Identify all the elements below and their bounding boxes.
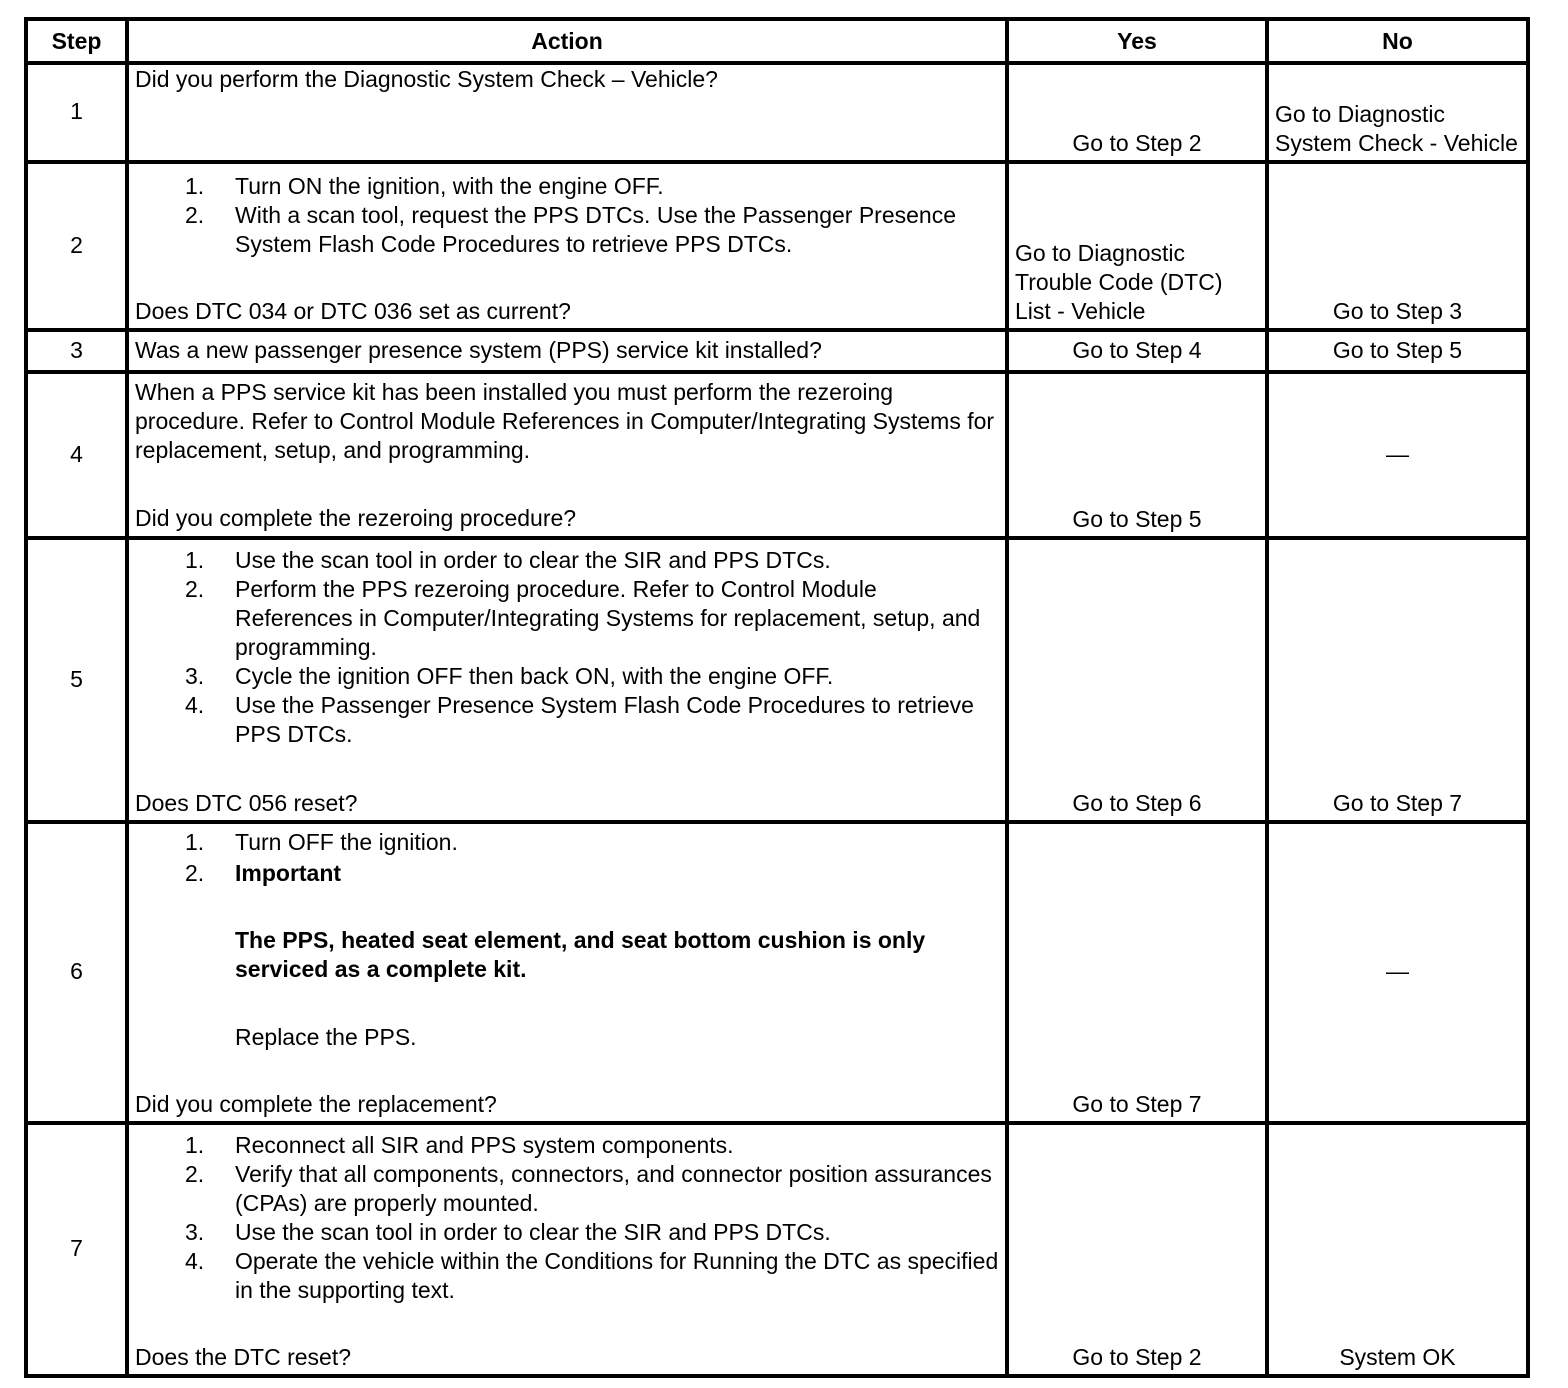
list-item: 2. Important — [135, 859, 999, 888]
step-number: 6 — [26, 822, 127, 1123]
no-cell: — — [1267, 372, 1528, 538]
list-item: 1. Turn ON the ignition, with the engine OFF. — [185, 173, 664, 199]
important-label: Important — [235, 860, 342, 886]
list-item: 1. Turn OFF the ignition. — [185, 829, 458, 855]
table-row — [26, 1123, 1528, 1376]
table-row — [26, 372, 1528, 538]
list-item: 2. Perform the PPS rezeroing procedure. Refer to Control Module References in Computer/Integrating Systems for replacement, setup, and programming. — [185, 576, 981, 660]
table-row — [26, 538, 1528, 822]
action-list — [135, 828, 999, 888]
list-item: 4. Operate the vehicle within the Conditions for Running the DTC as specified in the supporting text. — [185, 1248, 999, 1303]
action-cell — [127, 822, 1007, 1123]
step-number: 4 — [26, 372, 127, 538]
list-item: 1. Reconnect all SIR and PPS system components. — [185, 1132, 734, 1158]
step-number: 2 — [26, 162, 127, 330]
diagnostic-table — [24, 17, 1530, 1378]
list-item: 2. With a scan tool, request the PPS DTCs. Use the Passenger Presence System Flash Code Procedures to retrieve PPS DTCs. — [185, 202, 957, 257]
yes-cell: Go to Step 2 — [1007, 1123, 1267, 1376]
list-item: 4. Use the Passenger Presence System Flash Code Procedures to retrieve PPS DTCs. — [185, 692, 974, 747]
yes-cell: Go to Diagnostic Trouble Code (DTC) List - Vehicle — [1007, 162, 1267, 330]
action-cell — [127, 63, 1007, 162]
yes-cell: Go to Step 5 — [1007, 372, 1267, 538]
yes-cell: Go to Step 4 — [1007, 330, 1267, 372]
list-item: 3. Use the scan tool in order to clear the SIR and PPS DTCs. — [185, 1219, 831, 1245]
table-row — [26, 822, 1528, 1123]
yes-cell: Go to Step 6 — [1007, 538, 1267, 822]
important-text: The PPS, heated seat element, and seat bottom cushion is only serviced as a complete kit. — [235, 927, 926, 982]
list-item: 1. Use the scan tool in order to clear the SIR and PPS DTCs. — [185, 547, 831, 573]
replace-text: Replace the PPS. — [235, 1024, 417, 1050]
action-question: Does the DTC reset? — [135, 1344, 352, 1370]
action-cell — [127, 372, 1007, 538]
action-question: Does DTC 034 or DTC 036 set as current? — [135, 298, 571, 324]
header-row — [26, 19, 1528, 63]
step-number: 5 — [26, 538, 127, 822]
action-question: Does DTC 056 reset? — [135, 790, 358, 816]
list-item: 3. Cycle the ignition OFF then back ON, with the engine OFF. — [185, 663, 834, 689]
action-list — [135, 546, 999, 749]
no-cell: — — [1267, 822, 1528, 1123]
action-text: When a PPS service kit has been installed you must perform the rezeroing procedure. Refer to Control Module References in Computer/Integrating Systems for replacement, setup, and programming. — [135, 379, 995, 463]
header-yes: Yes — [1007, 19, 1267, 63]
header-action: Action — [127, 19, 1007, 63]
action-question: Did you complete the rezeroing procedure? — [135, 505, 577, 531]
action-cell — [127, 538, 1007, 822]
no-cell: Go to Diagnostic System Check - Vehicle — [1267, 63, 1528, 162]
header-step: Step — [26, 19, 127, 63]
step-number: 1 — [26, 63, 127, 162]
no-cell: System OK — [1267, 1123, 1528, 1376]
table-row — [26, 162, 1528, 330]
step-number: 7 — [26, 1123, 127, 1376]
action-cell: Was a new passenger presence system (PPS) service kit installed? — [127, 330, 1007, 372]
yes-cell: Go to Step 2 — [1007, 63, 1267, 162]
list-item: 2. Verify that all components, connectors, and connector position assurances (CPAs) are properly mounted. — [185, 1161, 992, 1216]
step-number: 3 — [26, 330, 127, 372]
table-row — [26, 63, 1528, 162]
header-no: No — [1267, 19, 1528, 63]
action-cell — [127, 162, 1007, 330]
no-cell: Go to Step 3 — [1267, 162, 1528, 330]
action-text: Did you perform the Diagnostic System Check – Vehicle? — [135, 66, 718, 92]
no-cell: Go to Step 7 — [1267, 538, 1528, 822]
action-list — [135, 172, 999, 259]
yes-cell: Go to Step 7 — [1007, 822, 1267, 1123]
action-cell — [127, 1123, 1007, 1376]
action-question: Did you complete the replacement? — [135, 1091, 497, 1117]
no-cell: Go to Step 5 — [1267, 330, 1528, 372]
table-row — [26, 330, 1528, 372]
action-list — [135, 1131, 999, 1305]
